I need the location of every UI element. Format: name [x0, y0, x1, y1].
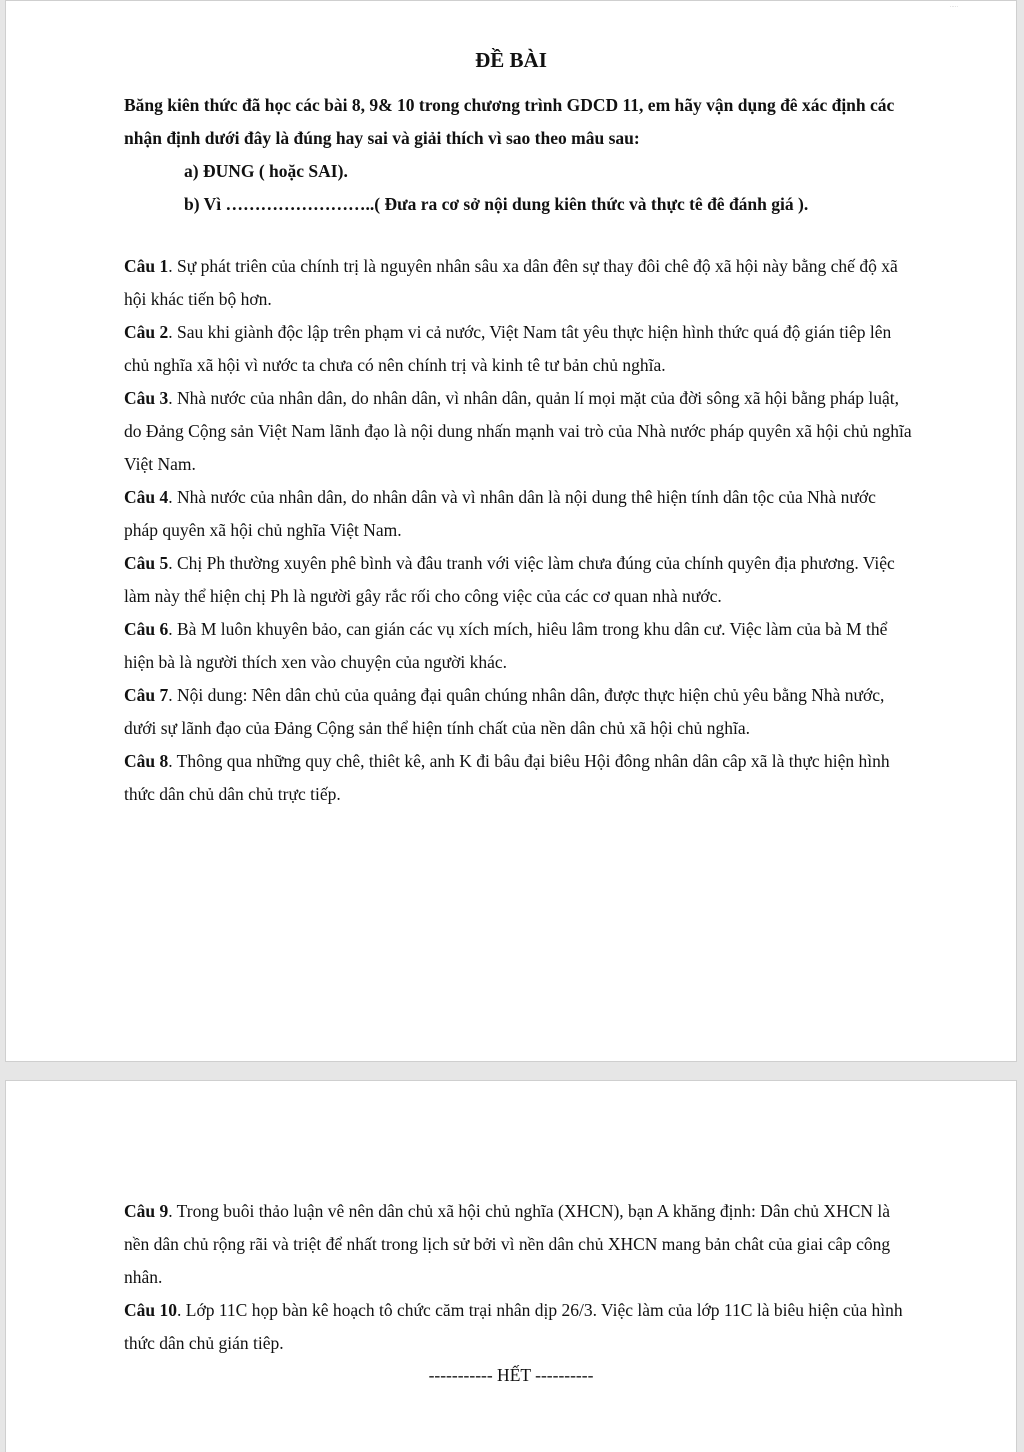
- question-text: . Sự phát triên của chính trị là nguyên nhân sâu xa dân đên sự thay đôi chê độ xã hội này bằng chế độ xã hội khác tiến bộ hơn.: [124, 256, 898, 309]
- question-list: [124, 250, 914, 811]
- question-9: [124, 1195, 914, 1294]
- question-text: . Lớp 11C họp bàn kê hoạch tô chức căm trại nhân dịp 26/3. Việc làm của lớp 11C là biêu hiện của hình thức dân chủ gián tiêp.: [124, 1300, 903, 1353]
- question-label: Câu 7: [124, 685, 169, 705]
- document-page-2: [5, 1080, 1017, 1452]
- question-1: [124, 250, 914, 316]
- question-6: [124, 613, 914, 679]
- question-4: [124, 481, 914, 547]
- question-2: [124, 316, 914, 382]
- question-text: . Nội dung: Nên dân chủ của quảng đại quân chúng nhân dân, được thực hiện chủ yêu bằng Nhà nước, dưới sự lãnh đạo của Đảng Cộng sản thể hiện tính chất của nền dân chủ xã hội chủ nghĩa.: [124, 685, 885, 738]
- question-text: . Chị Ph thường xuyên phê bình và đâu tranh với việc làm chưa đúng của chính quyên địa phương. Việc làm này thể hiện chị Ph là người gây rắc rối cho công việc của các cơ quan nhà nước.: [124, 553, 895, 606]
- end-marker: ----------- HẾT ----------: [428, 1365, 594, 1385]
- question-label: Câu 9: [124, 1201, 169, 1221]
- question-text: . Nhà nước của nhân dân, do nhân dân và vì nhân dân là nội dung thê hiện tính dân tộc của Nhà nước pháp quyên xã hội chủ nghĩa Việt Nam.: [124, 487, 876, 540]
- page-title: ĐỀ BÀI: [475, 48, 547, 72]
- option-a: a) ĐUNG ( hoặc SAI).: [184, 161, 348, 181]
- corner-mark: ·····: [949, 5, 958, 10]
- question-10: [124, 1294, 914, 1360]
- question-7: [124, 679, 914, 745]
- question-label: Câu 1: [124, 256, 169, 276]
- question-5: [124, 547, 914, 613]
- question-text: . Bà M luôn khuyên bảo, can gián các vụ xích mích, hiêu lâm trong khu dân cư. Việc làm của bà M thể hiện bà là người thích xen vào chuyện của người khác.: [124, 619, 888, 672]
- question-text: . Trong buôi thảo luận vê nên dân chủ xã hội chủ nghĩa (XHCN), bạn A khăng định: Dân chủ XHCN là nền dân chủ rộng rãi và triệt để nhất trong lịch sử bởi vì nền dân chủ XHCN mang bản chât của giai câp công nhân.: [124, 1201, 891, 1287]
- question-text: . Nhà nước của nhân dân, do nhân dân, vì nhân dân, quản lí mọi mặt của đời sông xã hội bằng pháp luật, do Đảng Cộng sản Việt Nam lãnh đạo là nội dung nhấn mạnh vai trò của Nhà nước pháp quyên xã hội chủ nghĩa Việt Nam.: [124, 388, 912, 474]
- question-label: Câu 2: [124, 322, 169, 342]
- question-label: Câu 4: [124, 487, 169, 507]
- question-label: Câu 5: [124, 553, 169, 573]
- question-label: Câu 3: [124, 388, 169, 408]
- question-label: Câu 6: [124, 619, 169, 639]
- question-list: [124, 1195, 914, 1360]
- question-text: . Thông qua những quy chê, thiêt kê, anh K đi bâu đại biêu Hội đông nhân dân câp xã là thực hiện hình thức dân chủ dân chủ trực tiếp.: [124, 751, 890, 804]
- question-label: Câu 8: [124, 751, 169, 771]
- option-b: b) Vì ……………………..( Đưa ra cơ sở nội dung kiên thức và thực tê đê đánh giá ).: [184, 194, 809, 214]
- question-8: [124, 745, 914, 811]
- instructions: [124, 89, 914, 221]
- question-text: . Sau khi giành độc lập trên phạm vi cả nước, Việt Nam tât yêu thực hiện hình thức quá độ gián tiêp lên chủ nghĩa xã hội vì nước ta chưa có nên chính trị và kinh tê tư bản chủ nghĩa.: [124, 322, 892, 375]
- instructions-text: Băng kiên thức đã học các bài 8, 9& 10 trong chương trình GDCD 11, em hãy vận dụng đê xác định các nhận định dưới đây là đúng hay sai và giải thích vì sao theo mâu sau:: [124, 95, 895, 148]
- document-page-1: [5, 0, 1017, 1062]
- question-3: [124, 382, 914, 481]
- question-label: Câu 10: [124, 1300, 177, 1320]
